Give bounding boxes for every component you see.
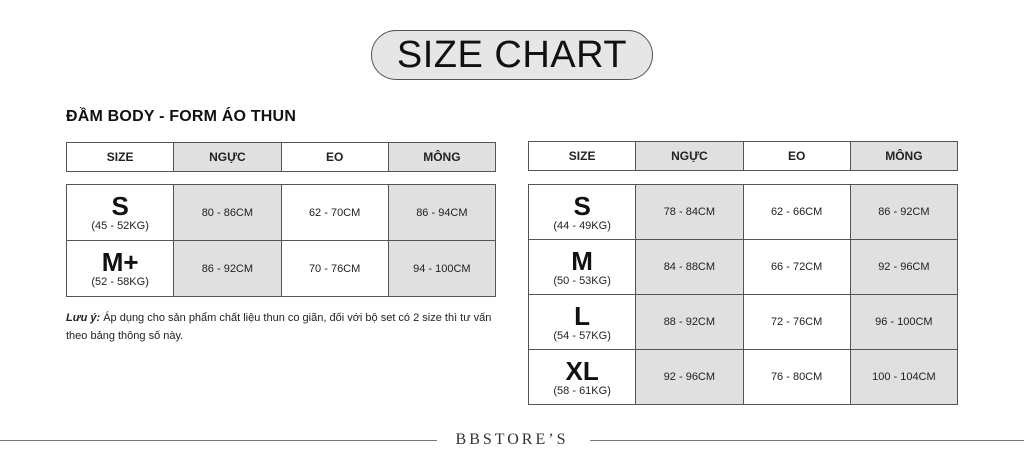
waist-value: 72 - 76CM bbox=[743, 295, 850, 350]
table-row bbox=[529, 240, 958, 295]
waist-value: 76 - 80CM bbox=[743, 350, 850, 405]
waist-value: 66 - 72CM bbox=[743, 240, 850, 295]
section-title: ĐẦM BODY - FORM ÁO THUN bbox=[66, 108, 297, 125]
header-waist: EO bbox=[743, 142, 850, 171]
hip-value: 86 - 92CM bbox=[850, 185, 957, 240]
hip-value: 86 - 94CM bbox=[388, 185, 495, 241]
weight-range: (50 - 53KG) bbox=[553, 274, 611, 287]
table-row bbox=[67, 241, 496, 297]
weight-range: (52 - 58KG) bbox=[91, 276, 149, 288]
chest-value: 92 - 96CM bbox=[636, 350, 743, 405]
hip-value: 100 - 104CM bbox=[850, 350, 957, 405]
header-chest: NGỰC bbox=[636, 142, 743, 171]
chest-value: 84 - 88CM bbox=[636, 240, 743, 295]
size-label: S bbox=[573, 190, 591, 221]
note-text: Áp dụng cho sản phẩm chất liệu thun co giãn, đối với bộ set có 2 size thì tư vấn theo bảng thông số này. bbox=[66, 312, 492, 342]
footer-divider-left bbox=[0, 440, 437, 441]
table-row bbox=[529, 295, 958, 350]
size-label: S bbox=[111, 191, 129, 221]
size-cell bbox=[529, 350, 636, 405]
waist-value: 70 - 76CM bbox=[281, 241, 388, 297]
size-label: M bbox=[571, 245, 593, 276]
size-cell bbox=[529, 240, 636, 295]
size-label: M+ bbox=[101, 247, 139, 277]
table-row bbox=[529, 185, 958, 240]
size-cell bbox=[529, 185, 636, 240]
right-header-table bbox=[528, 141, 958, 171]
size-cell bbox=[529, 295, 636, 350]
header-size: SIZE bbox=[67, 143, 174, 172]
waist-value: 62 - 66CM bbox=[743, 185, 850, 240]
header-chest: NGỰC bbox=[174, 143, 281, 172]
chest-value: 80 - 86CM bbox=[174, 185, 281, 241]
note-label: Lưu ý: bbox=[66, 312, 101, 324]
header-hip: MÔNG bbox=[388, 143, 495, 172]
size-label: XL bbox=[565, 355, 599, 386]
waist-value: 62 - 70CM bbox=[281, 185, 388, 241]
header-hip: MÔNG bbox=[850, 142, 957, 171]
hip-value: 92 - 96CM bbox=[850, 240, 957, 295]
chest-value: 86 - 92CM bbox=[174, 241, 281, 297]
size-label: L bbox=[574, 300, 591, 331]
footer-divider-right bbox=[590, 440, 1024, 441]
header-waist: EO bbox=[281, 143, 388, 172]
footer-brand: BBSTORE’S bbox=[455, 431, 569, 448]
hip-value: 96 - 100CM bbox=[850, 295, 957, 350]
size-chart-title: SIZE CHART bbox=[371, 30, 653, 80]
left-header-table bbox=[66, 142, 496, 172]
hip-value: 94 - 100CM bbox=[388, 241, 495, 297]
weight-range: (54 - 57KG) bbox=[553, 329, 611, 342]
note bbox=[66, 309, 506, 345]
left-size-table bbox=[66, 184, 496, 297]
weight-range: (45 - 52KG) bbox=[91, 220, 149, 232]
right-size-table bbox=[528, 184, 958, 405]
table-row bbox=[67, 185, 496, 241]
weight-range: (44 - 49KG) bbox=[553, 219, 611, 232]
header-size: SIZE bbox=[529, 142, 636, 171]
chest-value: 88 - 92CM bbox=[636, 295, 743, 350]
size-cell bbox=[67, 241, 174, 297]
table-row bbox=[529, 350, 958, 405]
size-cell bbox=[67, 185, 174, 241]
chest-value: 78 - 84CM bbox=[636, 185, 743, 240]
weight-range: (58 - 61KG) bbox=[553, 384, 611, 397]
